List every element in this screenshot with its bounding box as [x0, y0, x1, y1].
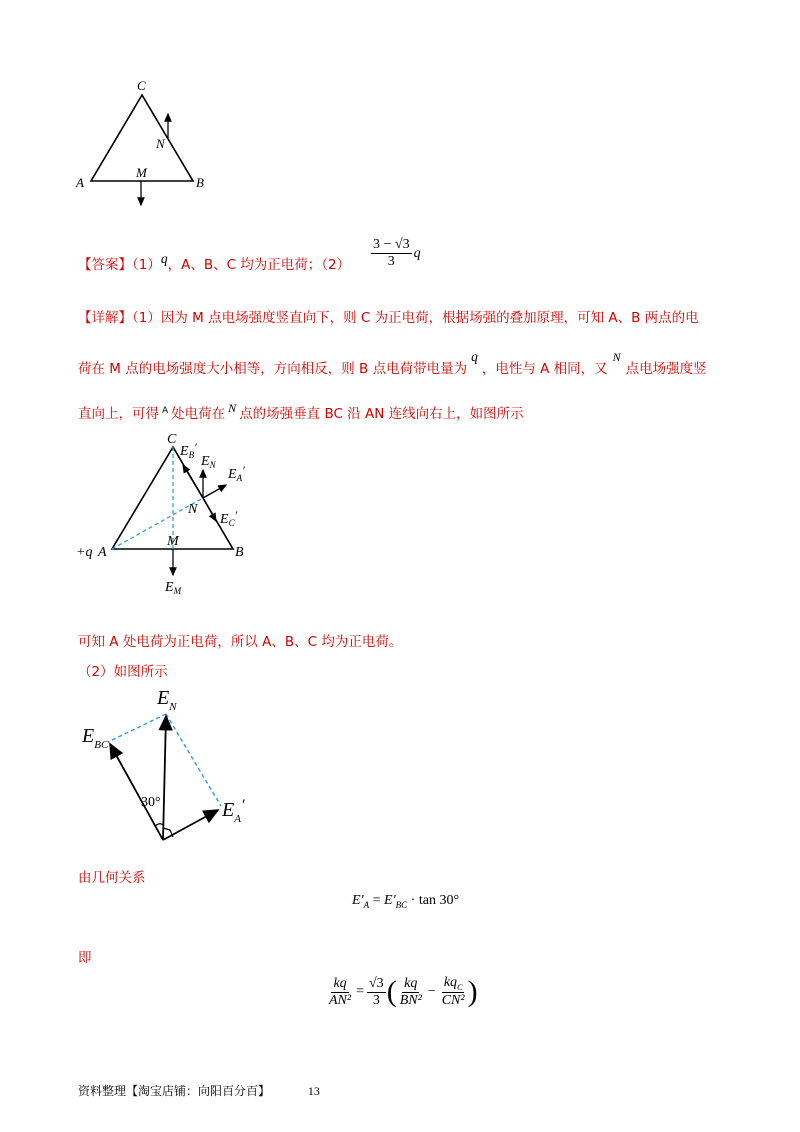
- answer-tag: 【答案】: [78, 257, 132, 273]
- label-en-3: $E_N$: [157, 687, 177, 713]
- detail-line2-n: N: [612, 350, 621, 364]
- answer-frac-num: 3 − √3: [373, 237, 410, 252]
- label-ea: $E_A'$: [228, 463, 245, 483]
- label-ec: $E_C'$: [220, 508, 238, 528]
- conclusion-line: 可知 A 处电荷为正电荷，所以 A、B、C 均为正电荷。: [78, 634, 403, 650]
- geometry-label: 由几何关系: [78, 870, 146, 886]
- label-angle: 30°: [141, 795, 161, 810]
- angle-arc: [155, 824, 163, 826]
- label-a: A: [76, 175, 84, 190]
- eq2-rparen: ): [467, 975, 478, 1008]
- detail-line2-q: q: [471, 349, 478, 364]
- footer-text: 资料整理【淘宝店铺：向阳百分百】: [78, 1084, 271, 1098]
- label-a-2: A: [98, 545, 107, 560]
- label-ea-3: $E_A'$: [222, 797, 245, 825]
- detail-tag: 【详解】: [78, 310, 132, 326]
- detail-line3-n: N: [228, 401, 237, 415]
- vector-en: [163, 716, 166, 840]
- eq2-r2-num: $kq_C$: [443, 975, 463, 992]
- label-n: N: [156, 136, 165, 151]
- label-b-2: B: [235, 545, 244, 560]
- figure-vectors: [70, 682, 270, 852]
- label-n-2: N: [188, 502, 198, 517]
- answer-part1: （1）: [132, 257, 161, 273]
- page-number: 13: [307, 1084, 320, 1098]
- ji-label: 即: [78, 950, 92, 966]
- label-en: $E_N$: [201, 454, 216, 470]
- detail-line2-b: ，电性与 A 相同，又: [481, 361, 608, 377]
- eq1-eq: =: [369, 893, 385, 908]
- label-c: C: [137, 78, 146, 93]
- figure-triangle-1: [70, 70, 220, 215]
- detail-line2: [78, 349, 707, 377]
- detail-line3-c: 点的场强垂直 BC 沿 AN 连线向右上，如图所示: [239, 406, 524, 422]
- arrow-ec: [203, 498, 216, 521]
- detail-line3-a: 直向上，可得: [78, 406, 159, 422]
- eq2-coef-den: 3: [372, 992, 380, 1008]
- label-eb: $E_B'$: [180, 440, 197, 460]
- eq2-r1-num: kq: [404, 975, 418, 991]
- figure-triangle-2: [70, 425, 280, 605]
- answer-q1: q: [160, 251, 168, 266]
- label-em: $E_M$: [165, 580, 182, 596]
- label-m-2: M: [167, 534, 179, 549]
- detail-line1-text: （1）因为 M 点电场强度竖直向下，则 C 为正电荷，根据场强的叠加原理，可知 A、B 两点的电: [132, 310, 699, 326]
- eq2-r1-den: BN²: [399, 992, 422, 1008]
- detail-line2-c: 点电场强度竖: [625, 361, 707, 377]
- detail-line3-glyph: A: [162, 406, 169, 416]
- eq1-rhs-sub: BC: [395, 899, 408, 910]
- label-plusq: +q: [76, 545, 93, 560]
- eq2-minus: −: [427, 984, 436, 999]
- dashed-top-right: [166, 714, 221, 806]
- eq2-r2-den: CN²: [441, 992, 465, 1008]
- eq1-rhs: E′: [384, 893, 396, 908]
- equation-2: [327, 975, 479, 1009]
- label-m: M: [136, 165, 147, 180]
- detail-line3: [78, 402, 524, 422]
- eq2-coef-num: √3: [369, 975, 384, 991]
- answer-line: [78, 253, 350, 273]
- detail-line1: [78, 306, 699, 326]
- label-ebc-3: $E_{BC}$: [82, 725, 109, 751]
- equation-1: [352, 893, 459, 910]
- eq2-eq: =: [356, 984, 364, 999]
- answer-sep: ，: [167, 257, 182, 273]
- answer-part2: （2）: [321, 257, 351, 273]
- eq1-tail: · tan 30°: [407, 893, 460, 908]
- eq2-l-num: kq: [333, 975, 347, 991]
- detail-line2-a: 荷在 M 点的电场强度大小相等，方向相反，则 B 点电荷带电量为: [78, 361, 468, 377]
- answer-charges: A、B、C 均为正电荷；: [181, 257, 322, 273]
- arrow-eb: [183, 465, 203, 498]
- label-c-2: C: [167, 432, 177, 447]
- footer: [78, 1082, 320, 1099]
- answer-frac-den: 3: [387, 254, 395, 269]
- arrow-ea: [203, 485, 226, 498]
- answer-q2: q: [413, 245, 421, 261]
- eq2-l-den: AN²: [329, 992, 352, 1008]
- dashed-top-left: [108, 714, 166, 742]
- part2-label: （2）如图所示: [78, 664, 168, 680]
- detail-line3-b: 处电荷在: [171, 406, 226, 422]
- eq1-lhs: E′: [352, 893, 364, 908]
- eq2-lparen: (: [386, 975, 397, 1008]
- label-b: B: [196, 175, 204, 190]
- eq1-lhs-sub: A: [363, 899, 370, 910]
- vector-ea: [163, 810, 218, 840]
- answer-fraction: [371, 237, 421, 270]
